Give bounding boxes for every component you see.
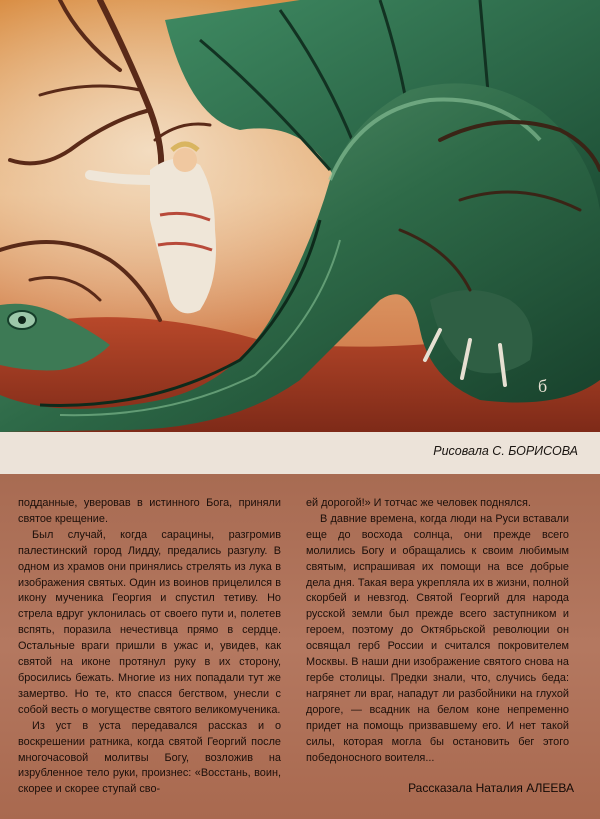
artist-signature-icon: б	[538, 376, 548, 396]
author-credit: Рассказала Наталия АЛЕЕВА	[408, 781, 574, 795]
right-column	[306, 496, 569, 766]
credit-band	[0, 432, 600, 474]
paragraph: В давние времена, когда люди на Руси вставали еще до восхода солнца, они прежде всего молились Богу и обращались к своим любимым святым, испрашивая их помощи на все добрые дела дня. Такая вера укрепляла их в жизни, полной скорбей и невзгод. Святой Георгий для народа русской земли был прежде всего заступником и героем, поэтому до Октябрьской революции он освящал герб России и считался покровителем Москвы. В наши дни изображение святого снова на гербе столицы. Предки знали, что, случись беда: нагрянет ли враг, нападут ли разбойники на глухой дороге, — всадник на белом коне непременно придет на помощь призвавшему его. И нет такой силы, которая могла бы остановить бег этого победоносного воителя...	[306, 512, 569, 764]
left-column	[18, 496, 281, 798]
paragraph: ей дорогой!» И тотчас же человек поднялся.	[306, 497, 531, 509]
paragraph: Был случай, когда сарацины, разгромив палестинский город Лидду, предались разгулу. В одном из храмов они принялись стрелять из лука в изображения святых. Один из воинов прицелился в икону мученика Георгия и спустил тетиву. Но стрела вдруг уклонилась от своего пути и, полетев вспять, поразила нечестивца прямо в сердце. Остальные враги пришли в ужас и, увидев, как святой на иконе протянул руку в их сторону, бросились бежать. Многие из них попадали тут же замертво. Но те, кто спасся бегством, унесли с собой весть о могуществе святого великомученика.	[18, 528, 281, 716]
article-body	[0, 474, 600, 819]
artist-credit: Рисовала С. БОРИСОВА	[433, 444, 578, 458]
paragraph: Из уст в уста передавался рассказ и о воскрешении ратника, когда святой Георгий после многочасовой молитвы Богу, возложив на изрубленное тело руки, произнес: «Восстань, воин, скорее и скорее ступай сво-	[18, 719, 281, 796]
paragraph: подданные, уверовав в истинного Бога, приняли святое крещение.	[18, 497, 281, 525]
